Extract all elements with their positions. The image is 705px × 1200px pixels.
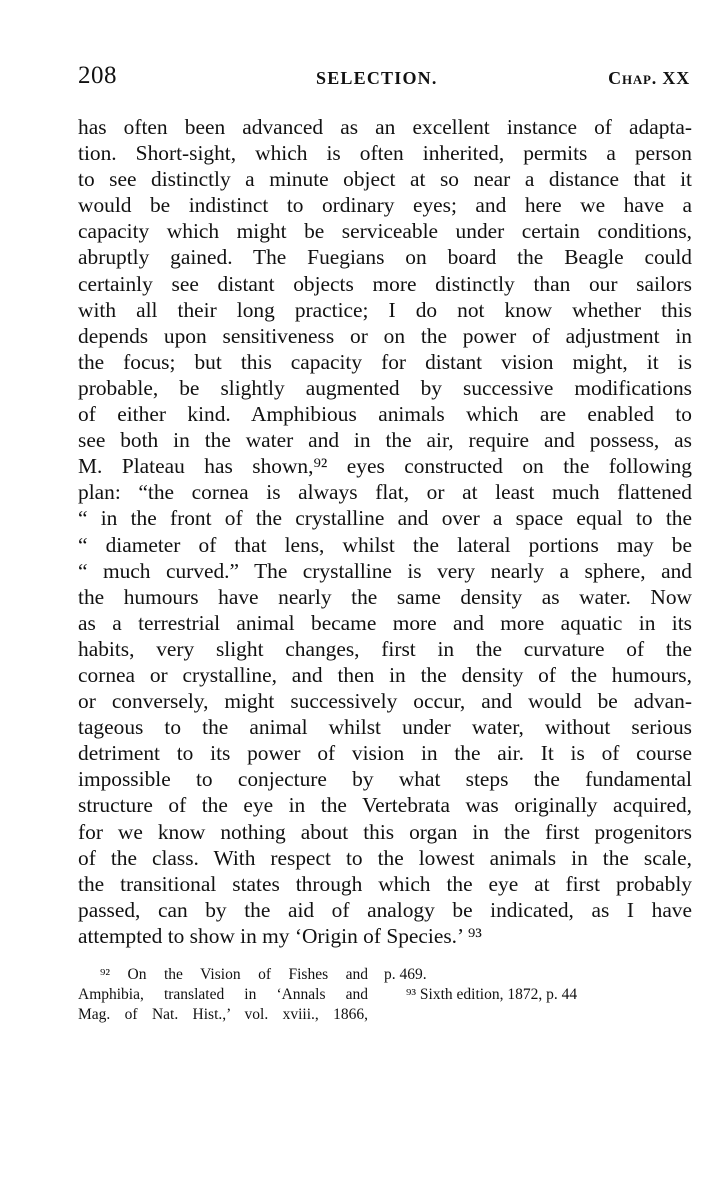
text-line: would be indistinct to ordinary eyes; and here we have a: [78, 193, 692, 218]
text-line: passed, can by the aid of analogy be indicated, as I have: [78, 897, 692, 922]
text-line: attempted to show in my ‘Origin of Species.’ ⁹³: [78, 923, 482, 948]
text-line: cornea or crystalline, and then in the density of the humours,: [78, 662, 692, 687]
text-line: for we know nothing about this organ in the first progenitors: [78, 819, 692, 844]
text-line: plan: “the cornea is always flat, or at least much flattened: [78, 480, 692, 505]
footnote-line: p. 469.: [384, 966, 427, 983]
text-line: with all their long practice; I do not know whether this: [78, 297, 692, 322]
footnote-line: Mag. of Nat. Hist.,’ vol. xviii., 1866,: [78, 1006, 368, 1023]
footnote-column-right: [384, 965, 674, 1005]
text-line: probable, be slightly augmented by successive modifications: [78, 375, 692, 400]
chapter-label: Chap. XX: [608, 68, 690, 88]
running-title: SELECTION.: [316, 68, 438, 88]
page-number: 208: [78, 62, 117, 89]
text-line: detriment to its power of vision in the air. It is of course: [78, 741, 692, 766]
text-line: tion. Short-sight, which is often inherited, permits a person: [78, 141, 692, 166]
text-line: M. Plateau has shown,⁹² eyes constructed on the following: [78, 454, 692, 479]
text-line: tageous to the animal whilst under water, without serious: [78, 715, 692, 740]
text-line: structure of the eye in the Vertebrata was originally acquired,: [78, 793, 692, 818]
text-line: has often been advanced as an excellent instance of adapta-: [78, 115, 692, 139]
text-line: “ in the front of the crystalline and over a space equal to the: [78, 506, 692, 531]
text-line: see both in the water and in the air, require and possess, as: [78, 428, 692, 453]
text-line: to see distinctly a minute object at so near a distance that it: [78, 167, 692, 192]
text-line: the focus; but this capacity for distant vision might, it is: [78, 349, 692, 374]
text-line: capacity which might be serviceable under certain conditions,: [78, 219, 692, 244]
text-line: as a terrestrial animal became more and more aquatic in its: [78, 610, 692, 635]
page-header: [78, 62, 690, 96]
text-line: abruptly gained. The Fuegians on board the Beagle could: [78, 245, 692, 270]
text-line: the transitional states through which the eye at first probably: [78, 871, 692, 896]
footnote-line: Amphibia, translated in ‘Annals and: [78, 986, 368, 1003]
text-line: certainly see distant objects more distinctly than our sailors: [78, 271, 692, 296]
text-line: of either kind. Amphibious animals which are enabled to: [78, 402, 692, 427]
text-line: depends upon sensitiveness or on the power of adjustment in: [78, 323, 692, 348]
text-line: “ much curved.” The crystalline is very nearly a sphere, and: [78, 558, 692, 583]
text-line: of the class. With respect to the lowest animals in the scale,: [78, 845, 692, 870]
text-line: the humours have nearly the same density as water. Now: [78, 584, 692, 609]
footnote-column-left: [78, 965, 368, 1025]
footnote-line: ⁹² On the Vision of Fishes and: [100, 966, 368, 983]
text-line: habits, very slight changes, first in the curvature of the: [78, 636, 692, 661]
text-line: impossible to conjecture by what steps the fundamental: [78, 767, 692, 792]
footnote-line: ⁹³ Sixth edition, 1872, p. 44: [406, 986, 578, 1003]
body-text: [78, 114, 692, 949]
text-line: “ diameter of that lens, whilst the lateral portions may be: [78, 532, 692, 557]
text-line: or conversely, might successively occur, and would be advan-: [78, 689, 692, 714]
